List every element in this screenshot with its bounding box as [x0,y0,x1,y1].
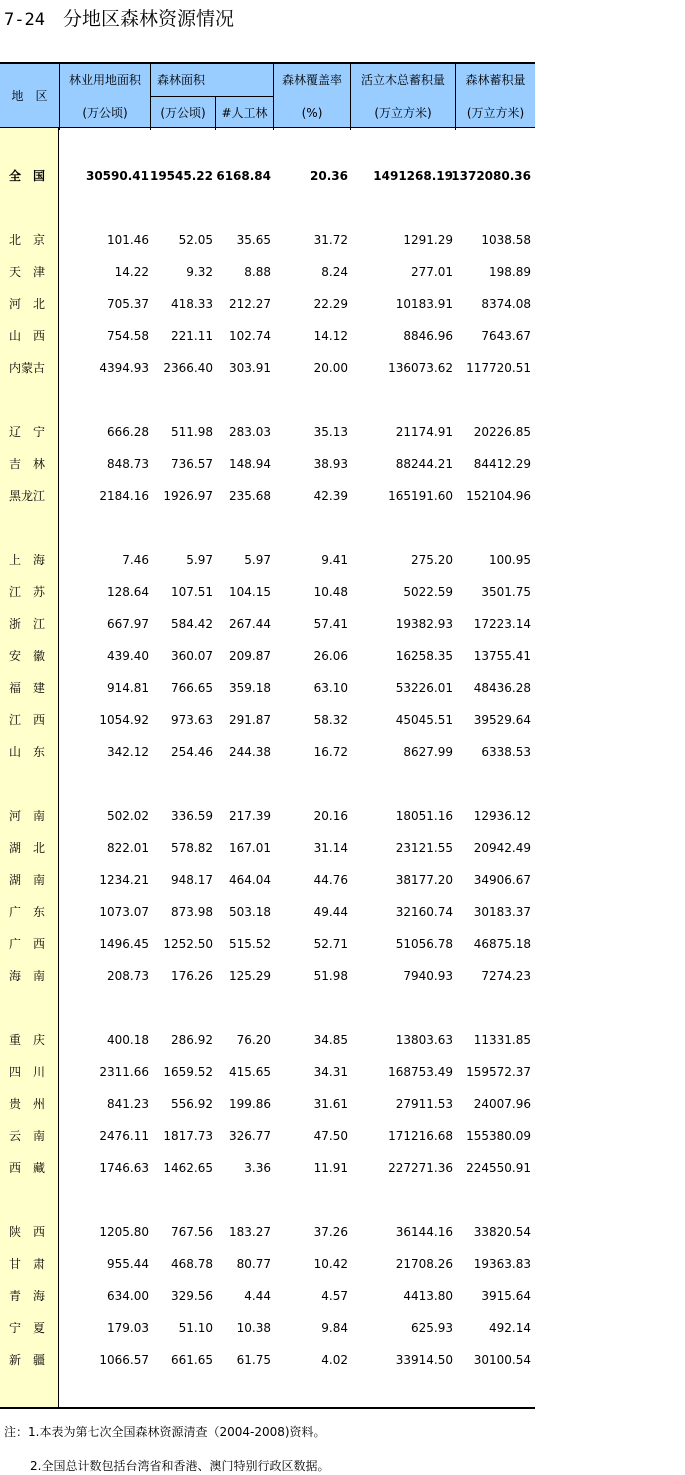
region-name: 青 海 [9,1289,46,1303]
plantation-value: 35.65 [236,233,271,247]
forest-stock-value: 84412.29 [473,457,531,471]
stock-total-value: 45045.51 [395,713,453,727]
region-name: 吉 林 [9,457,46,471]
forestry-land-value: 1746.63 [99,1161,149,1175]
note-2: 2.全国总计数包括台湾省和香港、澳门特别行政区数据。 [30,1459,330,1473]
stock-total-value: 165191.60 [388,489,453,503]
coverage-value: 10.48 [313,585,348,599]
table-title [4,6,234,32]
forestry-land-value: 705.37 [107,297,149,311]
forest-area-value: 578.82 [171,841,213,855]
forestry-land-value: 1205.80 [99,1225,149,1239]
forest-area-value: 556.92 [171,1097,213,1111]
forest-area-value: 973.63 [171,713,213,727]
header-subrule [150,96,273,97]
forest-area-value: 176.26 [171,969,213,983]
region-name: 天 津 [9,265,46,279]
forestry-land-value: 1496.45 [99,937,149,951]
plantation-value: 102.74 [229,329,271,343]
region-name: 北 京 [9,233,46,247]
forestry-land-value: 14.22 [114,265,149,279]
coverage-value: 34.85 [313,1033,348,1047]
table-row [0,672,535,704]
forestry-land-value: 848.73 [107,457,149,471]
forest-stock-value: 11331.85 [473,1033,531,1047]
forest-area-value: 5.97 [186,553,213,567]
stock-total-value: 19382.93 [395,617,453,631]
coverage-value: 38.93 [313,457,348,471]
stock-total-value: 8627.99 [403,745,453,759]
table-row [0,544,535,576]
forest-stock-value: 117720.51 [466,361,531,375]
forest-area-value: 468.78 [171,1257,213,1271]
coverage-value: 63.10 [313,681,348,695]
coverage-value: 14.12 [313,329,348,343]
stock-total-value: 16258.35 [395,649,453,663]
forest-stock-value: 1372080.36 [451,169,531,183]
region-name: 安 徽 [9,649,46,663]
stock-total-value: 32160.74 [395,905,453,919]
table-row [0,224,535,256]
plantation-value: 125.29 [229,969,271,983]
forest-stock-value: 198.89 [489,265,531,279]
table-title-text: 分地区森林资源情况 [62,8,234,30]
forest-area-value: 329.56 [171,1289,213,1303]
forest-resources-table [0,62,535,1409]
forest-stock-value: 7274.23 [481,969,531,983]
forest-area-value: 254.46 [171,745,213,759]
coverage-value: 58.32 [313,713,348,727]
coverage-value: 57.41 [313,617,348,631]
plantation-value: 359.18 [229,681,271,695]
forest-stock-value: 20942.49 [473,841,531,855]
coverage-value: 31.61 [313,1097,348,1111]
region-name: 广 东 [9,905,46,919]
coverage-value: 44.76 [313,873,348,887]
plantation-value: 515.52 [229,937,271,951]
header-forest-area: 森林面积 [157,73,206,87]
stock-total-value: 51056.78 [395,937,453,951]
region-name: 湖 北 [9,841,46,855]
forestry-land-value: 1066.57 [99,1353,149,1367]
stock-total-value: 36144.16 [395,1225,453,1239]
header-forest-area-unit: (万公顷) [160,106,206,120]
table-row [0,1088,535,1120]
table-row [0,288,535,320]
plantation-value: 5.97 [244,553,271,567]
forest-stock-value: 155380.09 [466,1129,531,1143]
header-coverage: 森林覆盖率 [281,73,342,87]
stock-total-value: 275.20 [411,553,453,567]
forestry-land-value: 179.03 [107,1321,149,1335]
forest-area-value: 336.59 [171,809,213,823]
stock-total-value: 7940.93 [403,969,453,983]
forestry-land-value: 634.00 [107,1289,149,1303]
table-row [0,928,535,960]
region-name: 重 庆 [9,1033,46,1047]
header-forest-stock: 森林蓄积量 [465,73,526,87]
table-row [0,736,535,768]
forest-stock-value: 24007.96 [473,1097,531,1111]
forestry-land-value: 4394.93 [99,361,149,375]
stock-total-value: 136073.62 [388,361,453,375]
forest-area-value: 1659.52 [163,1065,213,1079]
plantation-value: 283.03 [229,425,271,439]
header-plantation: #人工林 [221,106,268,120]
header-stock-total: 活立木总蓄积量 [360,73,445,87]
table-row [0,1248,535,1280]
table-row [0,1056,535,1088]
forest-area-value: 52.05 [178,233,213,247]
forest-stock-value: 8374.08 [481,297,531,311]
plantation-value: 217.39 [229,809,271,823]
plantation-value: 8.88 [244,265,271,279]
forestry-land-value: 955.44 [107,1257,149,1271]
plantation-value: 4.44 [244,1289,271,1303]
forestry-land-value: 841.23 [107,1097,149,1111]
table-row [0,704,535,736]
forest-stock-value: 33820.54 [473,1225,531,1239]
header-forestry-land-unit: (万公顷) [82,106,128,120]
forestry-land-value: 667.97 [107,617,149,631]
plantation-value: 3.36 [244,1161,271,1175]
forest-area-value: 286.92 [171,1033,213,1047]
plantation-value: 167.01 [229,841,271,855]
stock-total-value: 8846.96 [403,329,453,343]
forest-area-value: 19545.22 [149,169,213,183]
table-notes [4,1423,330,1473]
region-name: 河 南 [9,809,46,823]
plantation-value: 104.15 [229,585,271,599]
forestry-land-value: 666.28 [107,425,149,439]
stock-total-value: 1291.29 [403,233,453,247]
region-name: 广 西 [9,937,46,951]
region-name: 江 西 [9,713,46,727]
forest-area-value: 107.51 [171,585,213,599]
region-name: 河 北 [9,297,46,311]
forest-area-value: 736.57 [171,457,213,471]
forest-area-value: 661.65 [171,1353,213,1367]
coverage-value: 31.72 [313,233,348,247]
forest-stock-value: 46875.18 [473,937,531,951]
plantation-value: 212.27 [229,297,271,311]
coverage-value: 20.36 [310,169,348,183]
forest-area-value: 511.98 [171,425,213,439]
forest-stock-value: 13755.41 [473,649,531,663]
coverage-value: 26.06 [313,649,348,663]
forest-area-value: 1817.73 [163,1129,213,1143]
plantation-value: 199.86 [229,1097,271,1111]
stock-total-value: 88244.21 [395,457,453,471]
forest-area-value: 418.33 [171,297,213,311]
coverage-value: 51.98 [313,969,348,983]
region-name: 四 川 [9,1065,46,1079]
forest-area-value: 584.42 [171,617,213,631]
forest-area-value: 221.11 [171,329,213,343]
stock-total-value: 168753.49 [388,1065,453,1079]
plantation-value: 326.77 [229,1129,271,1143]
forestry-land-value: 2311.66 [99,1065,149,1079]
plantation-value: 415.65 [229,1065,271,1079]
table-row [0,864,535,896]
header-stock-total-unit: (万立方米) [374,106,432,120]
region-name: 上 海 [9,553,46,567]
coverage-value: 20.16 [313,809,348,823]
table-row [0,1120,535,1152]
forestry-land-value: 914.81 [107,681,149,695]
forestry-land-value: 754.58 [107,329,149,343]
region-name: 黑龙江 [9,489,46,503]
stock-total-value: 38177.20 [395,873,453,887]
coverage-value: 49.44 [313,905,348,919]
coverage-value: 47.50 [313,1129,348,1143]
header-forestry-land: 林业用地面积 [68,73,141,87]
stock-total-value: 1491268.19 [373,169,453,183]
stock-total-value: 625.93 [411,1321,453,1335]
forest-area-value: 1926.97 [163,489,213,503]
header-region: 地 区 [11,89,48,103]
coverage-value: 10.42 [313,1257,348,1271]
plantation-value: 244.38 [229,745,271,759]
coverage-value: 4.57 [321,1289,348,1303]
stock-total-value: 277.01 [411,265,453,279]
forest-stock-value: 3501.75 [481,585,531,599]
stock-total-value: 4413.80 [403,1289,453,1303]
table-row [0,448,535,480]
plantation-value: 503.18 [229,905,271,919]
region-name: 山 东 [9,745,46,759]
plantation-value: 291.87 [229,713,271,727]
region-name: 陕 西 [9,1225,46,1239]
forest-area-value: 948.17 [171,873,213,887]
table-row [0,1024,535,1056]
forest-stock-value: 30100.54 [473,1353,531,1367]
stock-total-value: 21708.26 [395,1257,453,1271]
forest-area-value: 51.10 [178,1321,213,1335]
forest-stock-value: 30183.37 [473,905,531,919]
coverage-value: 34.31 [313,1065,348,1079]
forestry-land-value: 1054.92 [99,713,149,727]
table-row [0,1344,535,1376]
region-name: 全 国 [9,169,46,183]
table-number: 7-24 [4,10,45,30]
region-name: 甘 肃 [9,1257,46,1271]
forest-stock-value: 20226.85 [473,425,531,439]
forest-stock-value: 152104.96 [466,489,531,503]
table-row [0,480,535,512]
forestry-land-value: 208.73 [107,969,149,983]
coverage-value: 31.14 [313,841,348,855]
forestry-land-value: 439.40 [107,649,149,663]
forest-area-value: 873.98 [171,905,213,919]
stock-total-value: 53226.01 [395,681,453,695]
region-name: 西 藏 [9,1161,46,1175]
table-bottom-rule [0,1407,535,1409]
stock-total-value: 227271.36 [388,1161,453,1175]
table-row [0,1280,535,1312]
forest-stock-value: 159572.37 [466,1065,531,1079]
stock-total-value: 33914.50 [395,1353,453,1367]
region-name: 海 南 [9,969,46,983]
table-row [0,608,535,640]
plantation-value: 235.68 [229,489,271,503]
plantation-value: 267.44 [229,617,271,631]
forestry-land-value: 822.01 [107,841,149,855]
coverage-value: 37.26 [313,1225,348,1239]
forestry-land-value: 101.46 [107,233,149,247]
table-row [0,640,535,672]
table-row [0,1216,535,1248]
table-row [0,960,535,992]
region-name: 江 苏 [9,585,46,599]
coverage-value: 9.41 [321,553,348,567]
coverage-value: 4.02 [321,1353,348,1367]
forestry-land-value: 502.02 [107,809,149,823]
forest-stock-value: 39529.64 [473,713,531,727]
forest-stock-value: 224550.91 [466,1161,531,1175]
forest-stock-value: 6338.53 [481,745,531,759]
stock-total-value: 23121.55 [395,841,453,855]
table-row [0,416,535,448]
region-name: 辽 宁 [9,425,46,439]
coverage-value: 8.24 [321,265,348,279]
coverage-value: 42.39 [313,489,348,503]
forest-stock-value: 1038.58 [481,233,531,247]
forest-area-value: 1462.65 [163,1161,213,1175]
region-name: 湖 南 [9,873,46,887]
forest-stock-value: 17223.14 [473,617,531,631]
coverage-value: 52.71 [313,937,348,951]
forest-stock-value: 3915.64 [481,1289,531,1303]
coverage-value: 22.29 [313,297,348,311]
region-name: 福 建 [9,681,46,695]
region-name: 宁 夏 [9,1321,46,1335]
table-header [0,62,535,128]
plantation-value: 464.04 [229,873,271,887]
table-row [0,1312,535,1344]
table-row [0,800,535,832]
forest-stock-value: 7643.67 [481,329,531,343]
region-name: 浙 江 [9,617,46,631]
forest-stock-value: 48436.28 [473,681,531,695]
stock-total-value: 5022.59 [403,585,453,599]
region-name: 贵 州 [9,1097,46,1111]
stock-total-value: 13803.63 [395,1033,453,1047]
table-row [0,352,535,384]
coverage-value: 20.00 [313,361,348,375]
stock-total-value: 10183.91 [395,297,453,311]
coverage-value: 16.72 [313,745,348,759]
stock-total-value: 27911.53 [395,1097,453,1111]
header-coverage-unit: (%) [301,106,323,120]
plantation-value: 209.87 [229,649,271,663]
forest-area-value: 1252.50 [163,937,213,951]
plantation-value: 148.94 [229,457,271,471]
table-row [0,160,535,192]
forestry-land-value: 7.46 [122,553,149,567]
forest-stock-value: 34906.67 [473,873,531,887]
table-row [0,576,535,608]
forestry-land-value: 128.64 [107,585,149,599]
forest-stock-value: 19363.83 [473,1257,531,1271]
plantation-value: 183.27 [229,1225,271,1239]
forestry-land-value: 342.12 [107,745,149,759]
forest-stock-value: 492.14 [489,1321,531,1335]
coverage-value: 11.91 [313,1161,348,1175]
plantation-value: 76.20 [236,1033,271,1047]
region-name: 山 西 [9,329,46,343]
plantation-value: 61.75 [236,1353,271,1367]
forest-stock-value: 100.95 [489,553,531,567]
table-row [0,1152,535,1184]
region-name: 新 疆 [9,1353,46,1367]
region-name: 内蒙古 [9,361,46,375]
table-row [0,832,535,864]
table-row [0,320,535,352]
stock-total-value: 171216.68 [388,1129,453,1143]
stock-total-value: 18051.16 [395,809,453,823]
forestry-land-value: 30590.41 [85,169,149,183]
region-name: 云 南 [9,1129,46,1143]
forest-area-value: 766.65 [171,681,213,695]
forest-stock-value: 12936.12 [473,809,531,823]
forest-area-value: 9.32 [186,265,213,279]
note-1: 注：1.本表为第七次全国森林资源清查（2004-2008)资料。 [4,1425,326,1439]
forestry-land-value: 400.18 [107,1033,149,1047]
forest-area-value: 767.56 [171,1225,213,1239]
header-forest-stock-unit: (万立方米) [466,106,525,120]
table-row [0,256,535,288]
stock-total-value: 21174.91 [395,425,453,439]
table-row [0,896,535,928]
plantation-value: 10.38 [236,1321,271,1335]
coverage-value: 9.84 [321,1321,348,1335]
plantation-value: 6168.84 [216,169,271,183]
forestry-land-value: 1073.07 [99,905,149,919]
forest-area-value: 2366.40 [163,361,213,375]
plantation-value: 303.91 [229,361,271,375]
forest-area-value: 360.07 [171,649,213,663]
plantation-value: 80.77 [236,1257,271,1271]
coverage-value: 35.13 [313,425,348,439]
forestry-land-value: 1234.21 [99,873,149,887]
forestry-land-value: 2476.11 [99,1129,149,1143]
forestry-land-value: 2184.16 [99,489,149,503]
